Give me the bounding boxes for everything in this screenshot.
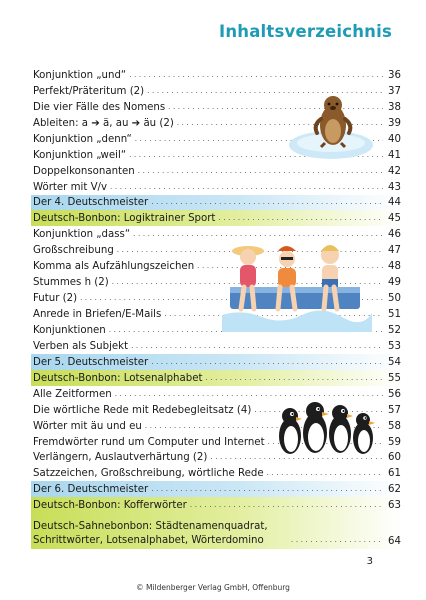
- toc-leader-dots: [131, 343, 383, 351]
- toc-entry-page: 42: [388, 165, 401, 177]
- toc-entry-label: Doppelkonsonanten: [33, 165, 135, 177]
- toc-leader-dots: [129, 72, 383, 80]
- penguins-illustration: [270, 398, 380, 463]
- toc-leader-dots: [151, 486, 383, 494]
- toc-entry-page: 50: [388, 293, 401, 305]
- toc-entry-label: Alle Zeitformen: [33, 388, 112, 400]
- toc-entry-page: 54: [388, 356, 401, 368]
- toc-entry: [31, 370, 402, 386]
- toc-entry: [31, 210, 402, 226]
- toc-entry-page: 51: [388, 309, 401, 320]
- toc-entry-page: 57: [388, 404, 401, 416]
- toc-leader-dots: [218, 215, 383, 223]
- toc-entry-label: Komma als Aufzählungszeichen: [33, 261, 195, 273]
- toc-entry-label: Deutsch-Sahnebonbon: Städtenamenquadrat, Schrittwörter, Lotsenalphabet, Wörterdomino: [33, 521, 268, 547]
- toc-entry-page: 59: [388, 436, 401, 448]
- toc-entry-label: Der 6. Deutschmeister: [33, 484, 149, 496]
- toc-entry-label: Konjunktion „denn“: [33, 133, 132, 145]
- toc-entry-page: 56: [388, 388, 401, 400]
- toc-entry-label: Großschreibung: [33, 245, 114, 257]
- toc-entry: [31, 195, 402, 211]
- toc-entry-page: 49: [388, 277, 401, 289]
- toc-entry-label: Konjunktion „dass“: [33, 229, 131, 241]
- toc-entry: [31, 163, 402, 179]
- toc-entry-label: Perfekt/Präteritum (2): [33, 85, 145, 97]
- toc-entry-page: 45: [388, 213, 401, 225]
- toc-entry-label: Stummes h (2): [33, 277, 109, 289]
- toc-leader-dots: [110, 184, 383, 192]
- toc-entry-page: 53: [388, 340, 401, 352]
- children-illustration: [222, 237, 372, 332]
- toc-entry: [31, 465, 402, 481]
- toc-entry-page: 44: [388, 197, 401, 209]
- toc-entry-label: Deutsch-Bonbon: Kofferwörter: [33, 500, 187, 512]
- toc-leader-dots: [291, 537, 383, 545]
- toc-leader-dots: [205, 375, 383, 383]
- toc-entry-page: 37: [388, 85, 401, 97]
- toc-entry-label: Konjunktion „und“: [33, 69, 127, 81]
- toc-entry-label: Wörter mit äu und eu: [33, 420, 142, 432]
- toc-entry-label: Futur (2): [33, 293, 78, 305]
- toc-entry: [31, 481, 402, 497]
- toc-entry-label: Der 5. Deutschmeister: [33, 356, 149, 368]
- toc-entry-page: 36: [388, 69, 401, 81]
- toc-entry-page: 40: [388, 133, 401, 145]
- toc-entry: [31, 354, 402, 370]
- toc-entry-label: Wörter mit V/v: [33, 181, 108, 193]
- toc-entry-page: 43: [388, 181, 401, 193]
- toc-entry-page: 47: [388, 245, 401, 257]
- toc-entry-page: 52: [388, 324, 401, 336]
- toc-entry-label: Konjunktion „weil“: [33, 149, 127, 161]
- toc-entry-page: 48: [388, 261, 401, 273]
- toc-entry-page: 64: [388, 536, 401, 548]
- toc-entry: [31, 67, 402, 83]
- toc-entry-label: Die wörtliche Rede mit Redebegleitsatz (4): [33, 404, 252, 416]
- toc-entry-page: 46: [388, 229, 401, 241]
- toc-entry-page: 60: [388, 452, 401, 464]
- toc-leader-dots: [190, 502, 383, 510]
- toc-entry-page: 61: [388, 468, 401, 480]
- toc-entry-label: Satzzeichen, Großschreibung, wörtliche Rede: [33, 468, 264, 480]
- toc-entry-label: Konjunktionen: [33, 324, 106, 336]
- toc-entry-page: 55: [388, 372, 401, 384]
- toc-leader-dots: [267, 470, 383, 478]
- toc-entry-label: Ableiten: a ➔ ä, au ➔ äu (2): [33, 117, 174, 129]
- toc-entry-page: 38: [388, 101, 401, 113]
- toc-leader-dots: [138, 168, 383, 176]
- toc-entry-label: Der 4. Deutschmeister: [33, 197, 149, 209]
- toc-entry-page: 41: [388, 149, 401, 161]
- toc-entry-label: Die vier Fälle des Nomens: [33, 101, 166, 113]
- toc-entry: [31, 338, 402, 354]
- toc-leader-dots: [151, 199, 383, 207]
- otter-illustration: [287, 93, 375, 163]
- toc-entry-label: Deutsch-Bonbon: Lotsenalphabet: [33, 372, 203, 384]
- toc-leader-dots: [151, 359, 383, 367]
- toc-entry-page: 63: [388, 500, 401, 512]
- toc-entry: [31, 513, 402, 549]
- toc-entry-page: 62: [388, 484, 401, 496]
- toc-entry-label: Deutsch-Bonbon: Logiktrainer Sport: [33, 213, 216, 225]
- toc-entry-label: Verlängern, Auslautverhärtung (2): [33, 452, 208, 464]
- toc-entry-label: Fremdwörter rund um Computer und Internet: [33, 436, 265, 448]
- toc-entry: [31, 179, 402, 195]
- footer-copyright: © Mildenberger Verlag GmbH, Offenburg: [136, 583, 290, 592]
- toc-entry-label: Verben als Subjekt: [33, 340, 129, 352]
- toc-entry-page: 39: [388, 117, 401, 129]
- page-number: 3: [366, 556, 373, 567]
- toc-entry-label: Anrede in Briefen/E-Mails: [33, 309, 162, 320]
- toc-entry: [31, 497, 402, 513]
- toc-entry-page: 58: [388, 420, 401, 432]
- page-title: Inhaltsverzeichnis: [218, 22, 392, 41]
